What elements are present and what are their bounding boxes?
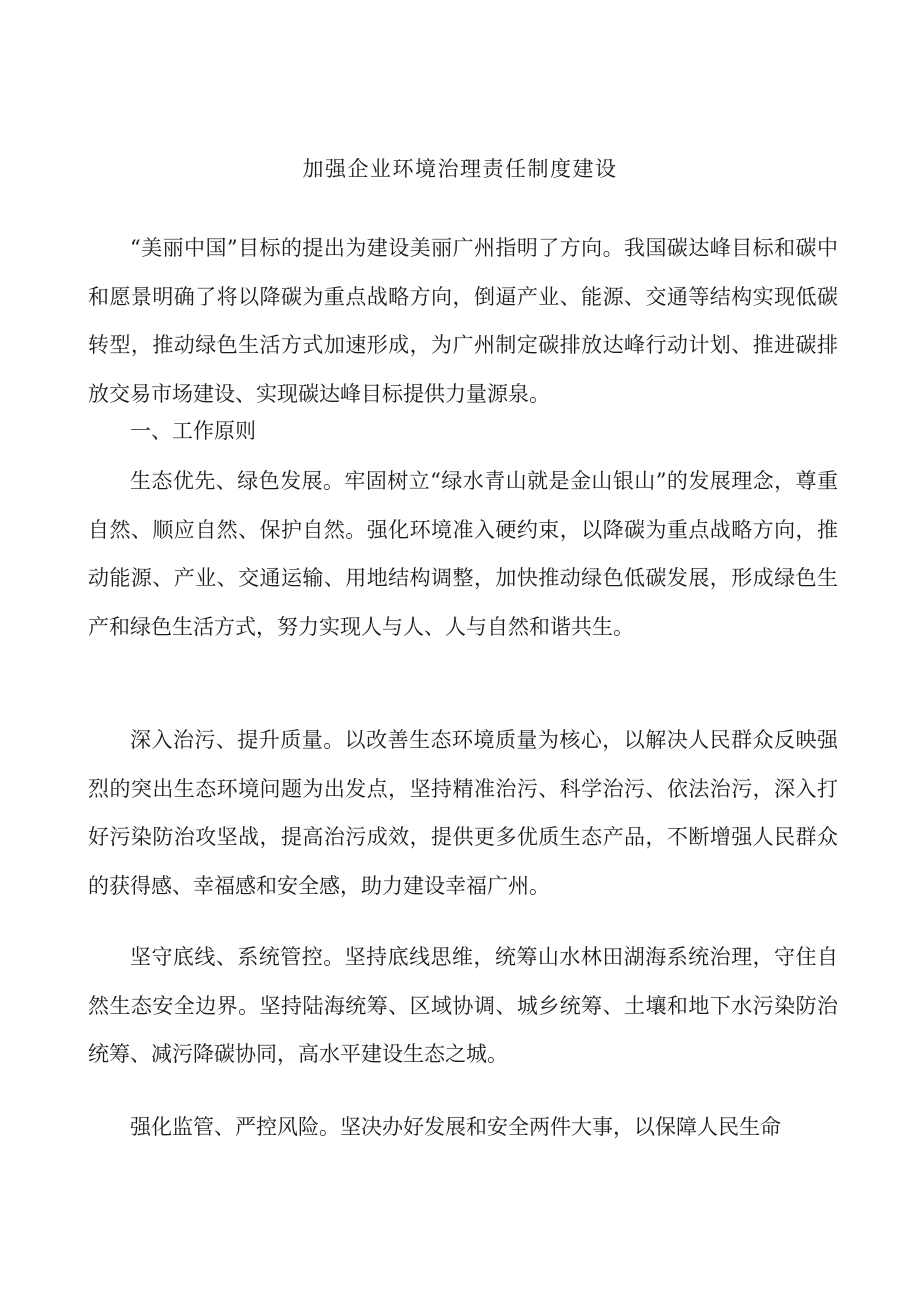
document-title: 加强企业环境治理责任制度建设 bbox=[302, 157, 618, 181]
principle-paragraph-bottomline: 坚守底线、系统管控。坚持底线思维，统筹山水林田湖海系统治理，守住自然生态安全边界。坚持陆海统筹、区域协调、城乡统筹、土壤和地下水污染防治统筹、减污降碳协同，高水平建设生态之城。 bbox=[88, 945, 838, 1066]
intro-paragraph: “美丽中国”目标的提出为建设美丽广州指明了方向。我国碳达峰目标和碳中和愿景明确了将以降碳为重点战略方向，倒逼产业、能源、交通等结构实现低碳转型，推动绿色生活方式加速形成，为广州制定碳排放达峰行动计划、推进碳排放交易市场建设、实现碳达峰目标提供力量源泉。 bbox=[88, 236, 838, 406]
principle-paragraph-ecology: 生态优先、绿色发展。牢固树立“绿水青山就是金山银山”的发展理念，尊重自然、顺应自然、保护自然。强化环境准入硬约束，以降碳为重点战略方向，推动能源、产业、交通运输、用地结构调整，加快推动绿色低碳发展，形成绿色生产和绿色生活方式，努力实现人与人、人与自然和谐共生。 bbox=[88, 469, 838, 639]
principle-paragraph-pollution: 深入治污、提升质量。以改善生态环境质量为核心，以解决人民群众反映强烈的突出生态环境问题为出发点，坚持精准治污、科学治污、依法治污，深入打好污染防治攻坚战，提高治污成效，提供更多优质生态产品，不断增强人民群众的获得感、幸福感和安全感，助力建设幸福广州。 bbox=[88, 728, 838, 898]
section-heading: 一、工作原则 bbox=[130, 419, 256, 443]
principle-paragraph-supervision: 强化监管、严控风险。坚决办好发展和安全两件大事，以保障人民生命 bbox=[130, 1115, 781, 1139]
